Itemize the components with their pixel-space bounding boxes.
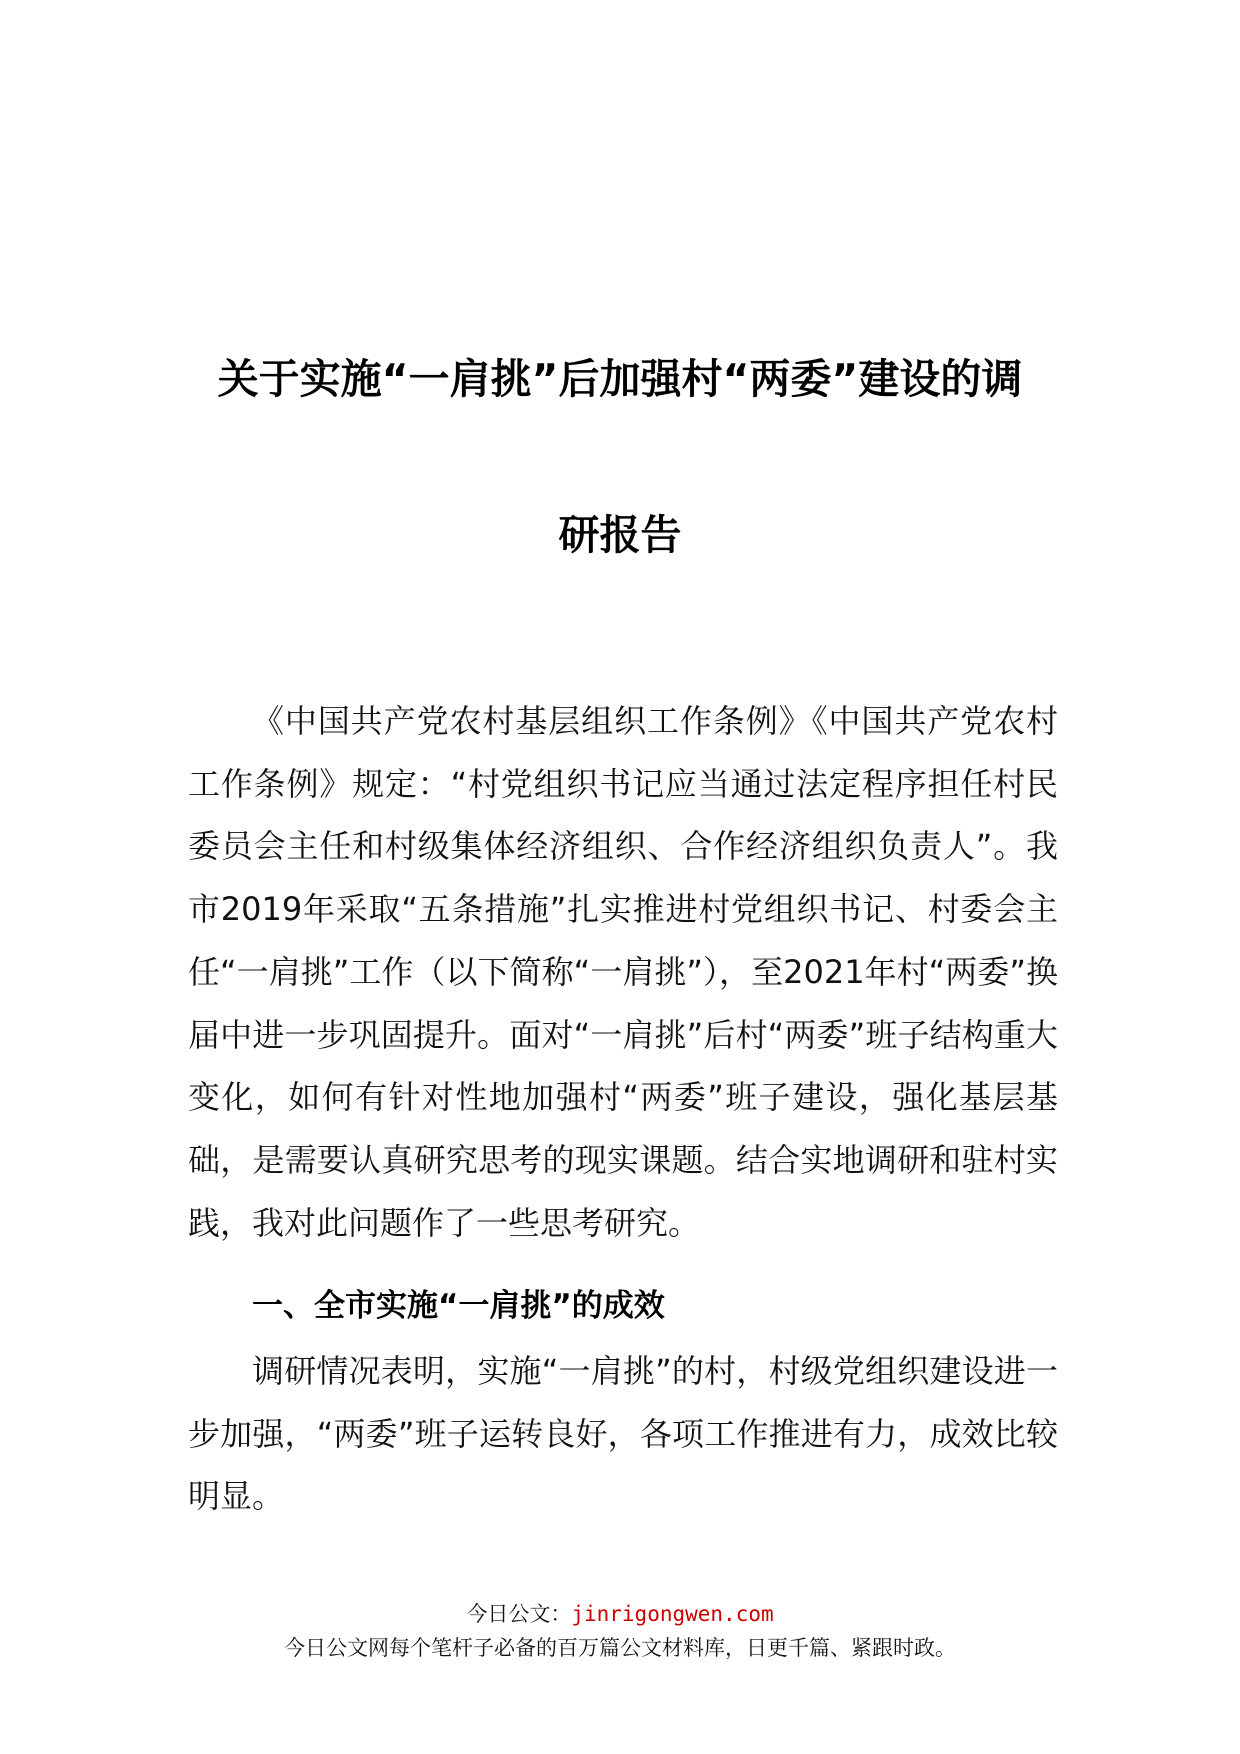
document-title-line-2: 研报告 xyxy=(558,511,682,559)
intro-paragraph: 《中国共产党农村基层组织工作条例》《中国共产党农村工作条例》规定：“村党组织书记应当通过法定程序担任村民委员会主任和村级集体经济组织、合作经济组织负责人”。我市2019年采取“五条措施”扎实推进村党组织书记、村委会主任“一肩挑”工作（以下简称“一肩挑”），至2021年村“两委”换届中进一步巩固提升。面对“一肩挑”后村“两委”班子结构重大变化，如何有针对性地加强村“两委”班子建设，强化基层基础，是需要认真研究思考的现实课题。结合实地调研和驻村实践，我对此问题作了一些思考研究。 xyxy=(188,702,1058,1242)
footer-site-label: 今日公文： xyxy=(466,1602,572,1626)
section-heading: 一、全市实施“一肩挑”的成效 xyxy=(252,1288,665,1324)
footer-site-link[interactable]: jinrigongwen.com xyxy=(571,1602,774,1626)
section-paragraph: 调研情况表明，实施“一肩挑”的村，村级党组织建设进一步加强，“两委”班子运转良好，各项工作推进有力，成效比较明显。 xyxy=(188,1352,1058,1516)
footer-site-line xyxy=(0,1598,1240,1628)
document-title-line-1: 关于实施“一肩挑”后加强村“两委”建设的调 xyxy=(217,355,1023,403)
footer-slogan: 今日公文网每个笔杆子必备的百万篇公文材料库，日更千篇、紧跟时政。 xyxy=(284,1636,956,1660)
